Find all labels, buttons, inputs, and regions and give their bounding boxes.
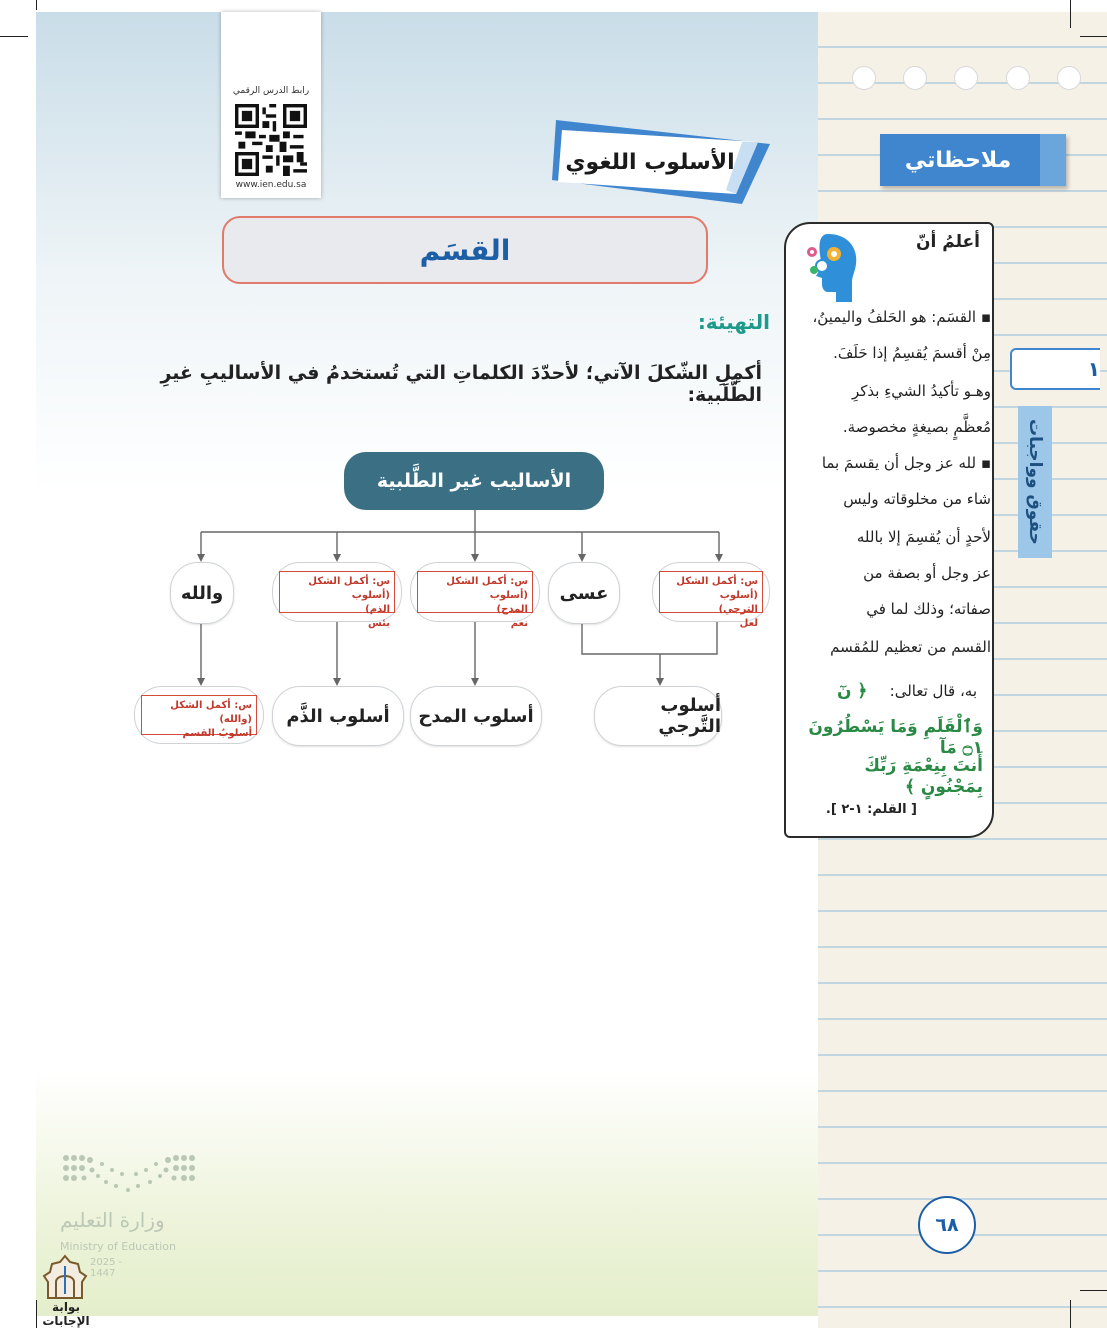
know-line: صفاته؛ وذلك لما في	[866, 600, 991, 618]
answer-card-answer: أسلوبُ القسم	[182, 728, 252, 739]
verse-line: وَٱلْقَلَمِ وَمَا يَسْطُرُونَ ۝١ مَآ	[808, 717, 983, 758]
answer-card-question: س: أكمل الشكل (أسلوب	[446, 576, 528, 601]
answer-card-answer: نعم	[510, 618, 528, 629]
know-title: أعلمُ أنّ	[916, 232, 980, 252]
qr-title: رابط الدرس الرقمي	[232, 86, 310, 96]
know-line: به، قال تعالى:	[889, 682, 977, 700]
binder-hole	[852, 66, 876, 90]
binder-hole	[903, 66, 927, 90]
crop-mark	[1070, 0, 1071, 28]
binder-hole	[1057, 66, 1081, 90]
know-line: مُعظَّمٍ بصيغةٍ مخصوصة.	[842, 418, 991, 436]
page-number: ٦٨	[918, 1196, 976, 1254]
answer-card-answer: بئس	[368, 618, 390, 629]
unit-label: حقوق وواجبات	[1018, 406, 1052, 558]
diagram-node-tarajji-style: أسلوب التَّرجي	[594, 686, 722, 746]
qr-code-icon[interactable]	[235, 104, 307, 176]
ministry-name-ar: وزارة التعليم	[60, 1208, 165, 1232]
portal-logo-icon	[42, 1254, 88, 1300]
answer-card-madh[interactable]	[410, 562, 540, 629]
answer-card-sub: المدح)	[496, 604, 528, 615]
ministry-logo-icon	[62, 1152, 196, 1198]
verse-line: ﴿ نٓ	[837, 681, 868, 701]
lesson-title: القسَم	[222, 216, 708, 284]
crop-mark	[0, 36, 28, 37]
know-line: لأحدٍ أن يُقسِمَ إلا بالله	[856, 528, 991, 546]
notes-tab: ملاحظاتي	[880, 134, 1066, 186]
know-line: عز وجل أو بصفة من	[863, 564, 991, 582]
diagram-node-asa: عسى	[548, 562, 620, 624]
know-line: مِنْ أقسمَ يُقسِمُ إذا حَلَفَ.	[833, 344, 991, 362]
answer-card-qasam[interactable]	[134, 686, 264, 744]
diagram-node-dhamm-style: أسلوب الذَّم	[272, 686, 404, 746]
ministry-year: 2025 - 1447	[90, 1257, 123, 1279]
answer-card-content	[417, 571, 533, 629]
verse-citation: [ القلم: ١-٢ ].	[825, 802, 917, 817]
know-line: القسم من تعظيم للمُقسم	[830, 638, 991, 656]
ministry-name-en: Ministry of Education	[60, 1240, 177, 1253]
section-title: الأسلوب اللغوي	[565, 149, 735, 175]
unit-number: ١	[1010, 348, 1100, 390]
warmup-instruction: أكمِلِ الشّكلَ الآتي؛ لأحدّدَ الكلماتِ التي تُستخدمُ في الأساليبِ غيرِ الطَّلَبية:	[160, 362, 762, 406]
head-gears-icon	[800, 230, 862, 306]
answer-card-content	[659, 571, 763, 629]
binder-hole	[954, 66, 978, 90]
know-line: ▪ لله عز وجل أن يقسمَ بما	[821, 454, 991, 472]
warmup-label: التهيئة:	[697, 310, 770, 334]
answer-card-question: س: أكمل الشكل (والله)	[170, 700, 252, 725]
verse-line: أَنتَ بِنِعْمَةِ رَبِّكَ بِمَجْنُونٍ ﴾	[864, 756, 983, 797]
know-line: ▪ القسَم: هو الحَلفُ واليمينُ،	[812, 308, 991, 326]
crop-mark	[1080, 36, 1107, 37]
diagram-root: الأساليب غير الطَّلبية	[344, 452, 604, 510]
answer-card-question: س: أكمل الشكل (أسلوب	[676, 576, 758, 601]
binder-hole	[1006, 66, 1030, 90]
diagram-node-wallah: والله	[170, 562, 234, 624]
qr-card[interactable]	[221, 12, 321, 198]
answer-card-content	[279, 571, 395, 629]
crop-mark	[36, 0, 37, 10]
answer-card-sub: الذم)	[365, 604, 390, 615]
diagram-node-madh-style: أسلوب المدح	[410, 686, 542, 746]
answer-card-question: س: أكمل الشكل (أسلوب	[308, 576, 390, 601]
know-line: وهـو تأكيدُ الشيءِ بذكرِ	[851, 382, 991, 400]
crop-mark	[1070, 1300, 1071, 1328]
watermark-label: بوابة الإجابات	[42, 1300, 90, 1328]
answer-card-content	[141, 695, 257, 739]
answer-card-tarajji[interactable]	[652, 562, 770, 629]
qr-url: www.ien.edu.sa	[235, 180, 307, 190]
answer-card-sub: الترجي)	[718, 604, 758, 615]
crop-mark	[1080, 1290, 1107, 1291]
answer-card-dhamm[interactable]	[272, 562, 402, 629]
know-line: شاء من مخلوقاته وليس	[843, 490, 991, 508]
answer-card-answer: لعل	[739, 618, 758, 629]
